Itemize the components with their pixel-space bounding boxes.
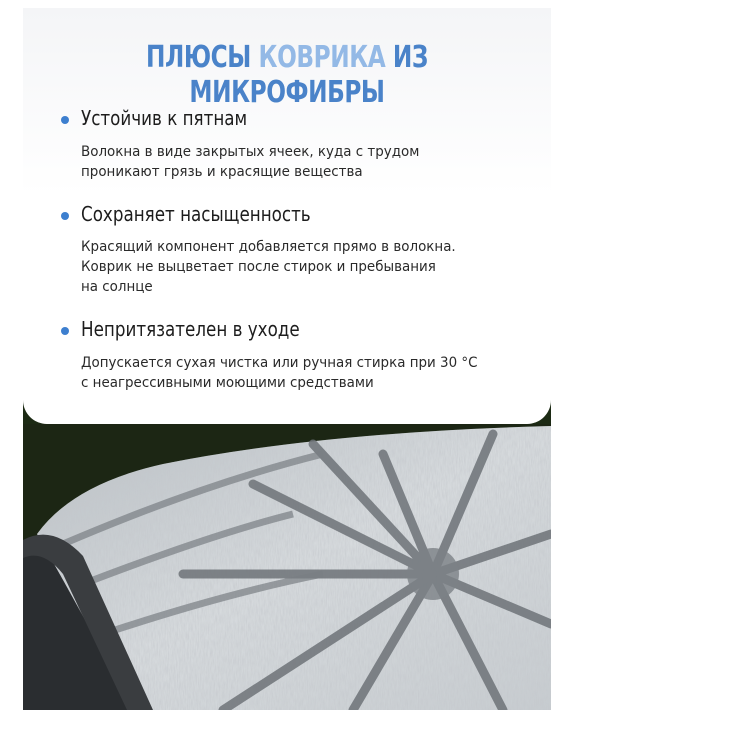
description-line: проникают грязь и красящие вещества <box>81 164 363 180</box>
bullet-icon <box>61 327 69 335</box>
bullet-icon <box>61 212 69 220</box>
description-line: с неагрессивными моющими средствами <box>81 375 374 391</box>
feature-description <box>81 237 503 297</box>
feature-title: Устойчив к пятнам <box>81 106 248 130</box>
description-line: Красящий компонент добавляется прямо в волокна. <box>81 239 456 255</box>
title-part-3: ИЗ МИКРОФИБРЫ <box>189 40 428 110</box>
feature-description <box>81 353 503 393</box>
description-line: Коврик не выцветает после стирок и пребывания <box>81 259 436 275</box>
benefits-panel <box>23 8 551 424</box>
title-part-1: ПЛЮСЫ <box>146 40 259 75</box>
rug-photo <box>23 424 551 710</box>
product-card <box>23 8 551 710</box>
bullet-icon <box>61 116 69 124</box>
title-part-2: КОВРИКА <box>258 40 386 75</box>
feature-description <box>81 142 503 182</box>
feature-title: Сохраняет насыщенность <box>81 202 311 226</box>
description-line: Волокна в виде закрытых ячеек, куда с трудом <box>81 144 420 160</box>
description-line: Допускается сухая чистка или ручная стирка при 30 °С <box>81 355 478 371</box>
description-line: на солнце <box>81 279 153 295</box>
benefits-title <box>60 40 514 110</box>
feature-title: Непритязателен в уходе <box>81 317 300 341</box>
